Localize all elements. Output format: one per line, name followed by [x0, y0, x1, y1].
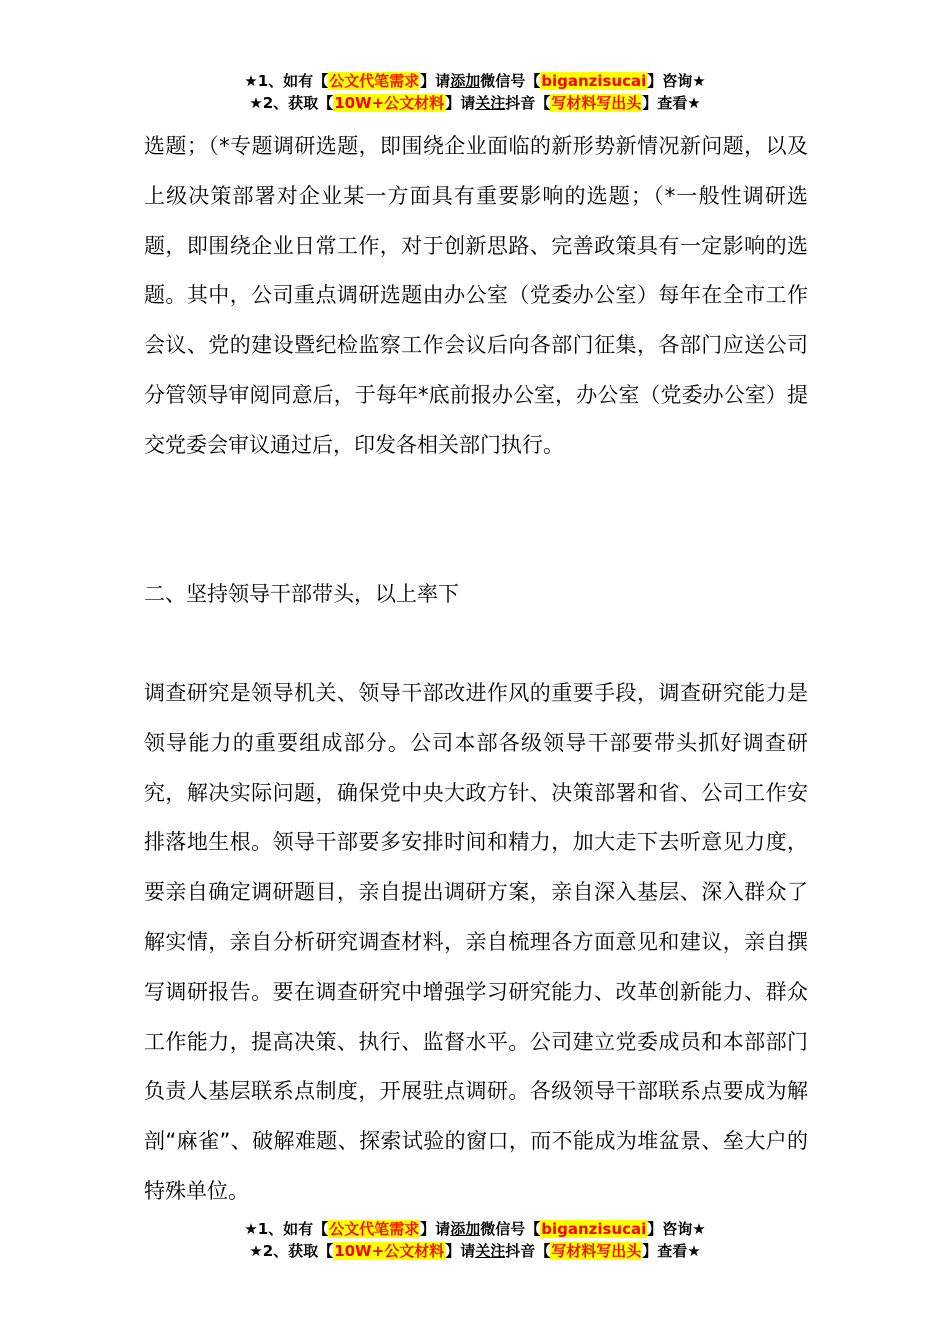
promo-text: 】请	[445, 1242, 476, 1260]
promo-text: 】请	[420, 72, 451, 90]
promo-underline: 添加	[450, 72, 481, 90]
promo-wechat-id: biganzisucai	[541, 72, 647, 90]
paragraph-1: 选题；（*专题调研选题，即围绕企业面临的新形势新情况新问题，以及上级决策部署对企业某一方面具有重要影响的选题；（*一般性调研选题，即围绕企业日常工作，对于创新思路、完善政策具有一定影响的选题。其中，公司重点调研选题由办公室（党委办公室）每年在全市工作会议、党的建设暨纪检监察工作会议后向各部门征集，各部门应送公司分管领导审阅同意后，于每年*底前报办公室，办公室（党委办公室）提交党委会审议通过后，印发各相关部门执行。	[144, 134, 808, 457]
paragraph-2: 调查研究是领导机关、领导干部改进作风的重要手段，调查研究能力是领导能力的重要组成部分。公司本部各级领导干部要带头抓好调查研究，解决实际问题，确保党中央大政方针、决策部署和省、公司工作安排落地生根。领导干部要多安排时间和精力，加大走下去听意见力度，要亲自确定调研题目，亲自提出调研方案，亲自深入基层、深入群众了解实情，亲自分析研究调查材料，亲自梳理各方面意见和建议，亲自撰写调研报告。要在调查研究中增强学习研究能力、改革创新能力、群众工作能力，提高决策、执行、监督水平。公司建立党委成员和本部部门负责人基层联系点制度，开展驻点调研。各级领导干部联系点要成为解剖“麻雀”、破解难题、探索试验的窗口，而不能成为堆盆景、垒大户的特殊单位。	[144, 681, 808, 1203]
promo-douyin-id: 写材料写出头	[551, 1242, 642, 1260]
promo-text: ★1、如有【	[244, 72, 329, 90]
top-promo-banner	[0, 70, 950, 114]
promo-line-1	[0, 70, 950, 92]
promo-line-1	[0, 1218, 950, 1240]
promo-text: 】查看★	[642, 94, 701, 112]
bottom-promo-banner	[0, 1218, 950, 1262]
promo-text: ★2、获取【	[249, 1242, 334, 1260]
promo-text: 微信号【	[480, 1220, 541, 1238]
promo-text: ★1、如有【	[244, 1220, 329, 1238]
promo-highlight: 10W+公文材料	[334, 94, 445, 112]
promo-underline: 关注	[475, 1242, 506, 1260]
promo-text: 】请	[445, 94, 476, 112]
promo-douyin-id: 写材料写出头	[551, 94, 642, 112]
promo-line-2	[0, 1240, 950, 1262]
promo-underline: 关注	[475, 94, 506, 112]
promo-text: 微信号【	[480, 72, 541, 90]
promo-highlight: 公文代笔需求	[329, 72, 420, 90]
promo-text: ★2、获取【	[249, 94, 334, 112]
promo-text: 】查看★	[642, 1242, 701, 1260]
promo-line-2	[0, 92, 950, 114]
promo-text: 】咨询★	[647, 1220, 706, 1238]
promo-wechat-id: biganzisucai	[541, 1220, 647, 1238]
promo-highlight: 公文代笔需求	[329, 1220, 420, 1238]
document-body	[144, 122, 808, 1203]
section-heading-2: 二、坚持领导干部带头，以上率下	[144, 582, 459, 606]
promo-text: 抖音【	[505, 1242, 551, 1260]
promo-text: 抖音【	[505, 94, 551, 112]
promo-text: 】咨询★	[647, 72, 706, 90]
promo-highlight: 10W+公文材料	[334, 1242, 445, 1260]
promo-underline: 添加	[450, 1220, 481, 1238]
promo-text: 】请	[420, 1220, 451, 1238]
